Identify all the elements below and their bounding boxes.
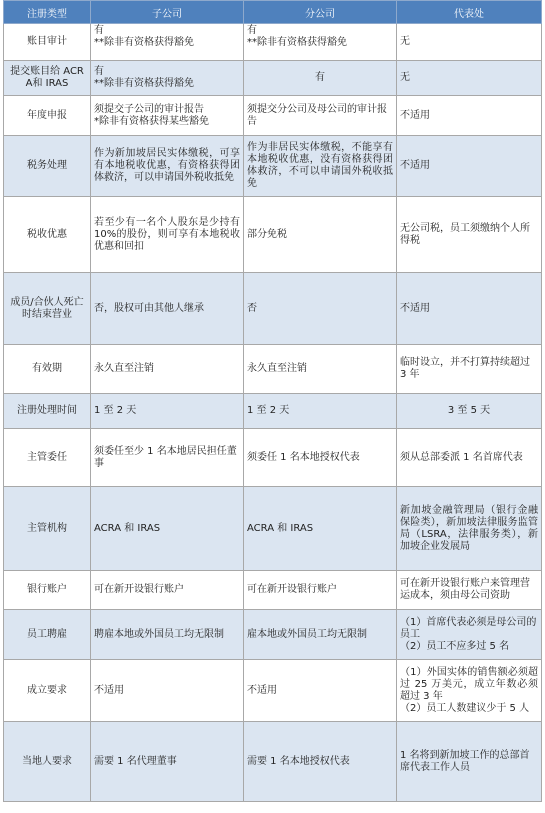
branch-cell: 永久直至注销: [244, 345, 397, 394]
row-label: 主管机构: [4, 487, 91, 571]
header-branch: 分公司: [244, 1, 397, 24]
rep-office-cell: 临时设立，并不打算持续超过 3 年: [397, 345, 542, 394]
comparison-table-wrapper: [3, 0, 541, 802]
subsidiary-cell: 可在新开设银行账户: [91, 571, 244, 610]
table-row: [4, 273, 542, 345]
table-row: [4, 61, 542, 96]
cell-text: 有 **除非有资格获得豁免: [94, 25, 194, 48]
table-row: [4, 722, 542, 802]
table-row: [4, 487, 542, 571]
table-row: [4, 610, 542, 660]
branch-cell: ACRA 和 IRAS: [244, 487, 397, 571]
branch-cell: 不适用: [244, 660, 397, 722]
cell-text: （1）首席代表必须是母公司的员工 （2）员工不应多过 5 名: [400, 616, 537, 652]
branch-cell: 须提交分公司及母公司的审计报告: [244, 96, 397, 136]
subsidiary-cell: [91, 24, 244, 61]
subsidiary-cell: 1 至 2 天: [91, 394, 244, 429]
row-label: 银行账户: [4, 571, 91, 610]
row-label: 账目审计: [4, 24, 91, 61]
subsidiary-cell: [91, 96, 244, 136]
cell-text: 须提交子公司的审计报告 *除非有资格获得某些豁免: [94, 103, 209, 127]
subsidiary-cell: [91, 61, 244, 96]
table-row: [4, 96, 542, 136]
table-row: [4, 429, 542, 487]
branch-cell: [244, 24, 397, 61]
cell-text: 有 **除非有资格获得豁免: [94, 66, 194, 89]
header-registration-type: 注册类型: [4, 1, 91, 24]
rep-office-cell: 不适用: [397, 273, 542, 345]
branch-cell: 1 至 2 天: [244, 394, 397, 429]
subsidiary-cell: ACRA 和 IRAS: [91, 487, 244, 571]
subsidiary-cell: 须委任至少 1 名本地居民担任董事: [91, 429, 244, 487]
rep-office-cell: 无公司税，员工须缴纳个人所得税: [397, 197, 542, 273]
rep-office-cell: 须从总部委派 1 名首席代表: [397, 429, 542, 487]
row-label: 成立要求: [4, 660, 91, 722]
cell-text: （1）外国实体的销售额必须超过 25 万美元，成立年数必须超过 3 年 （2）员工人数建议少于 5 人: [400, 666, 538, 714]
subsidiary-cell: 聘雇本地或外国员工均无限制: [91, 610, 244, 660]
branch-cell: 部分免税: [244, 197, 397, 273]
subsidiary-cell: 否，股权可由其他人继承: [91, 273, 244, 345]
row-label: 有效期: [4, 345, 91, 394]
row-label: 主管委任: [4, 429, 91, 487]
branch-cell: 可在新开设银行账户: [244, 571, 397, 610]
branch-cell: 雇本地或外国员工均无限制: [244, 610, 397, 660]
rep-office-cell: 不适用: [397, 136, 542, 197]
row-label: 税收优惠: [4, 197, 91, 273]
branch-cell: 有: [244, 61, 397, 96]
row-label: 年度申报: [4, 96, 91, 136]
rep-office-cell: 1 名将到新加坡工作的总部首席代表工作人员: [397, 722, 542, 802]
rep-office-cell: 可在新开设银行账户来管理营运成本，须由母公司资助: [397, 571, 542, 610]
branch-cell: 须委任 1 名本地授权代表: [244, 429, 397, 487]
subsidiary-cell: 永久直至注销: [91, 345, 244, 394]
cell-text: 有 **除非有资格获得豁免: [247, 25, 347, 48]
branch-cell: 否: [244, 273, 397, 345]
header-representative-office: 代表处: [397, 1, 542, 24]
row-label: 提交账目给 ACRA和 IRAS: [4, 61, 91, 96]
rep-office-cell: 不适用: [397, 96, 542, 136]
rep-office-cell: 无: [397, 24, 542, 61]
rep-office-cell: 新加坡金融管理局（银行金融保险类），新加坡法律服务监管局（LSRA，法律服务类），新加坡企业发展局: [397, 487, 542, 571]
header-subsidiary: 子公司: [91, 1, 244, 24]
company-type-comparison-table: [3, 0, 542, 802]
rep-office-cell: [397, 610, 542, 660]
subsidiary-cell: 作为新加坡居民实体缴税，可享有本地税收优惠，有资格获得团体救济，可以申请国外税收抵免: [91, 136, 244, 197]
subsidiary-cell: 若至少有一名个人股东是少持有 10%的股份，则可享有本地税收优惠和回扣: [91, 197, 244, 273]
table-row: [4, 571, 542, 610]
rep-office-cell: 无: [397, 61, 542, 96]
row-label: 税务处理: [4, 136, 91, 197]
rep-office-cell: 3 至 5 天: [397, 394, 542, 429]
branch-cell: 需要 1 名本地授权代表: [244, 722, 397, 802]
table-row: [4, 660, 542, 722]
row-label: 注册处理时间: [4, 394, 91, 429]
subsidiary-cell: 不适用: [91, 660, 244, 722]
table-row: [4, 394, 542, 429]
table-header-row: [4, 1, 542, 24]
row-label: 成员/合伙人死亡时结束营业: [4, 273, 91, 345]
table-row: [4, 136, 542, 197]
row-label: 当地人要求: [4, 722, 91, 802]
table-row: [4, 197, 542, 273]
table-row: [4, 345, 542, 394]
subsidiary-cell: 需要 1 名代理董事: [91, 722, 244, 802]
row-label: 员工聘雇: [4, 610, 91, 660]
branch-cell: 作为非居民实体缴税，不能享有本地税收优惠，没有资格获得团体救济，不可以申请国外税收抵免: [244, 136, 397, 197]
rep-office-cell: [397, 660, 542, 722]
table-row: [4, 24, 542, 61]
